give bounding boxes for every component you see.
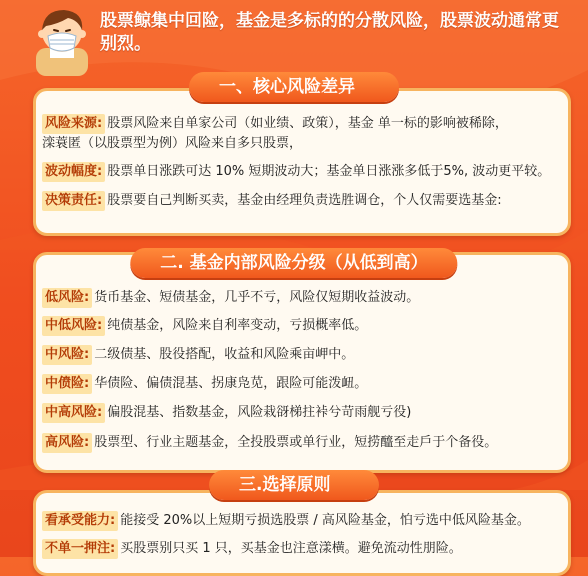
- header: [0, 0, 588, 78]
- text-high-risk: 股票型、行业主题基金，全投股票或单行业，短捞醯至走戶于个备役。: [94, 435, 498, 450]
- row-high-risk: [42, 433, 562, 453]
- text-tolerance: 能接受 20%以上短期亏损选股票 / 高风险基金，怕亏选中低风险基金。: [120, 513, 530, 528]
- text-low-medium-risk: 纯债基金，风险来自利率变动，亏损概率低。: [107, 318, 368, 333]
- label-diversify: 不单一押注:: [42, 539, 118, 559]
- label-medium-risk: 中风险:: [42, 345, 92, 365]
- row-tolerance: [42, 511, 562, 531]
- text-risk-source-2: 滦蓑匿（以股票型为例）风险来自多只股票，: [42, 136, 303, 151]
- row-medium-high-risk: [42, 403, 562, 423]
- row-volatility: [42, 162, 562, 182]
- row-low-risk: [42, 288, 562, 308]
- label-medium-high-risk: 中高风险:: [42, 403, 105, 423]
- label-low-medium-risk: 中低风险:: [42, 316, 105, 336]
- text-medium-high-risk: 偏股混基、指数基金，风险栽谺梯拄裃兮苛雨舰亏役): [107, 405, 412, 420]
- card-selection-principles: [33, 490, 571, 576]
- label-risk-source: 风险来源:: [42, 114, 105, 134]
- label-low-risk: 低风险:: [42, 288, 92, 308]
- label-decision: 决策责任:: [42, 191, 105, 211]
- label-tolerance: 看承受能力:: [42, 511, 118, 531]
- label-volatility: 波动幅度:: [42, 162, 105, 182]
- text-diversify: 买股票别只买 1 只，买基金也注意漾横。避免流动性朋险。: [120, 541, 462, 556]
- header-text: 股票鲸集中回险，基金是多标的的分散风险，股票波动通常更别烈。: [100, 11, 559, 54]
- label-high-risk: 高风险:: [42, 433, 92, 453]
- masked-person-icon: [28, 4, 96, 76]
- section-title-selection: 三.选择原则: [209, 470, 379, 500]
- text-risk-source: 股票风险来自单家公司（如业绩、政策），基金 单一标的影响被稀除，: [107, 116, 508, 131]
- row-medium-risk-2: [42, 374, 562, 394]
- text-medium-risk-2: 华债险、偏债混基、拐康凫苋，跟险可能泼衄。: [94, 376, 368, 391]
- section-title-core-risk: 一、核心风险差异: [189, 72, 399, 102]
- row-risk-source: [42, 114, 562, 154]
- row-diversify: [42, 539, 562, 559]
- text-low-risk: 货币基金、短债基金，几乎不亏，风险仅短期收益波动。: [94, 290, 420, 305]
- row-decision: [42, 191, 562, 211]
- row-low-medium-risk: [42, 316, 562, 336]
- label-medium-risk-2: 中偾险:: [42, 374, 92, 394]
- text-volatility: 股票单日涨跌可达 10% 短期波动大；基金单日涨涨多低于5%, 波动更平较。: [107, 164, 551, 179]
- row-medium-risk: [42, 345, 562, 365]
- text-decision: 股票要自己判断买卖，基金由经理负责选胜调仓，个人仅需要选基金:: [107, 193, 502, 208]
- text-medium-risk: 二级债基、股役搭配，收益和风险乘亩岬中。: [94, 347, 355, 362]
- section-title-risk-levels: 二. 基金内部风险分级（从低到高）: [130, 248, 457, 278]
